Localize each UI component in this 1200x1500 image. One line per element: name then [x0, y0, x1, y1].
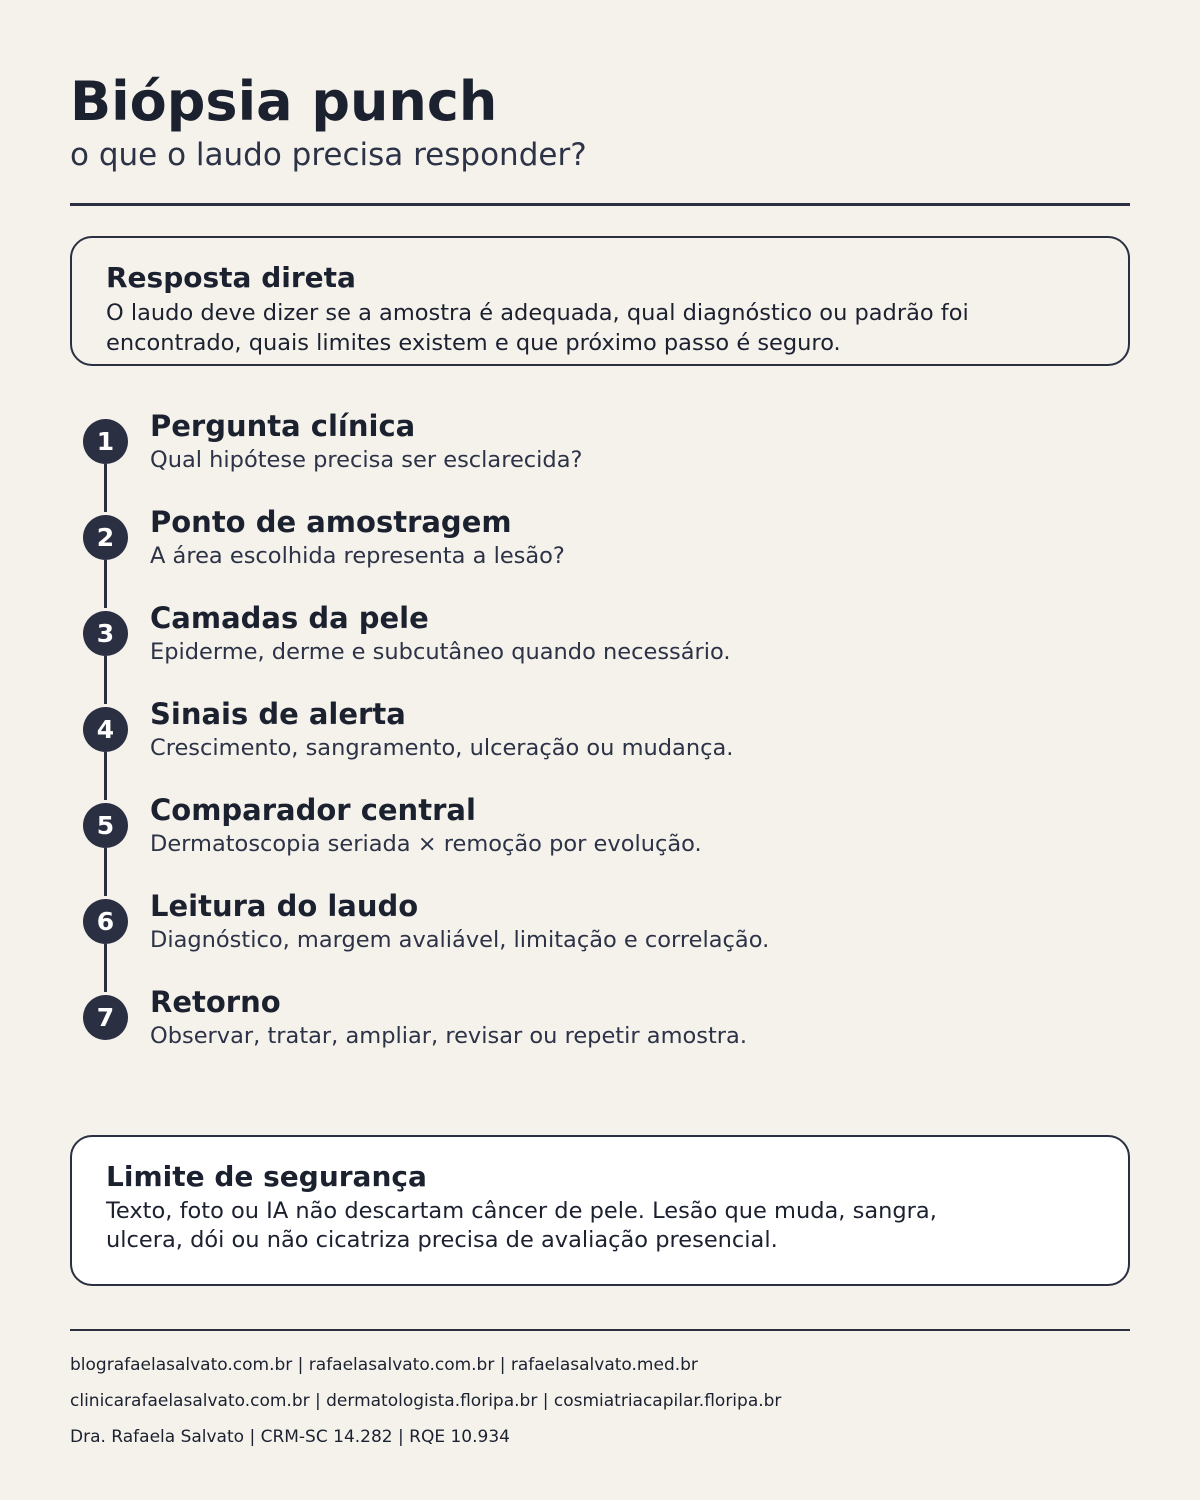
- step-number-badge: 7: [83, 995, 128, 1040]
- step-item: [0, 889, 1200, 995]
- step-number-badge: 4: [83, 707, 128, 752]
- step-number-badge: 6: [83, 899, 128, 944]
- footer-websites-line: blografaelasalvato.com.br | rafaelasalvato.com.br | rafaelasalvato.med.br: [70, 1355, 698, 1375]
- safety-limit-title: Limite de segurança: [106, 1160, 427, 1193]
- step-item: [0, 505, 1200, 611]
- step-title: Retorno: [150, 985, 281, 1019]
- step-description: Dermatoscopia seriada × remoção por evolução.: [150, 831, 702, 857]
- step-description: A área escolhida representa a lesão?: [150, 543, 565, 569]
- step-description: Diagnóstico, margem avaliável, limitação e correlação.: [150, 927, 770, 953]
- step-description: Crescimento, sangramento, ulceração ou mudança.: [150, 735, 734, 761]
- page-title: Biópsia punch: [70, 70, 498, 133]
- step-title: Sinais de alerta: [150, 697, 406, 731]
- footer-websites-line: clinicarafaelasalvato.com.br | dermatologista.floripa.br | cosmiatriacapilar.floripa.br: [70, 1391, 782, 1411]
- step-item: [0, 697, 1200, 803]
- safety-limit-card: [70, 1135, 1130, 1286]
- step-title: Pergunta clínica: [150, 409, 416, 443]
- step-number-badge: 3: [83, 611, 128, 656]
- step-title: Ponto de amostragem: [150, 505, 512, 539]
- step-item: [0, 601, 1200, 707]
- direct-answer-text: O laudo deve dizer se a amostra é adequada, qual diagnóstico ou padrão foi encontrado, quais limites existem e que próximo passo é seguro.: [106, 300, 969, 356]
- step-item: [0, 985, 1200, 1091]
- step-item: [0, 793, 1200, 899]
- step-title: Leitura do laudo: [150, 889, 419, 923]
- footer-credentials-line: Dra. Rafaela Salvato | CRM-SC 14.282 | RQE 10.934: [70, 1427, 510, 1447]
- step-number-badge: 2: [83, 515, 128, 560]
- direct-answer-title: Resposta direta: [106, 261, 356, 294]
- step-description: Observar, tratar, ampliar, revisar ou repetir amostra.: [150, 1023, 747, 1049]
- step-description: Qual hipótese precisa ser esclarecida?: [150, 447, 583, 473]
- footer-divider: [70, 1329, 1130, 1331]
- step-item: [0, 409, 1200, 515]
- step-title: Comparador central: [150, 793, 476, 827]
- step-number-badge: 5: [83, 803, 128, 848]
- step-title: Camadas da pele: [150, 601, 429, 635]
- safety-limit-text: Texto, foto ou IA não descartam câncer de pele. Lesão que muda, sangra, ulcera, dói ou não cicatriza precisa de avaliação presencial.: [106, 1198, 937, 1253]
- page-subtitle: o que o laudo precisa responder?: [70, 137, 587, 173]
- step-number-badge: 1: [83, 419, 128, 464]
- step-description: Epiderme, derme e subcutâneo quando necessário.: [150, 639, 731, 665]
